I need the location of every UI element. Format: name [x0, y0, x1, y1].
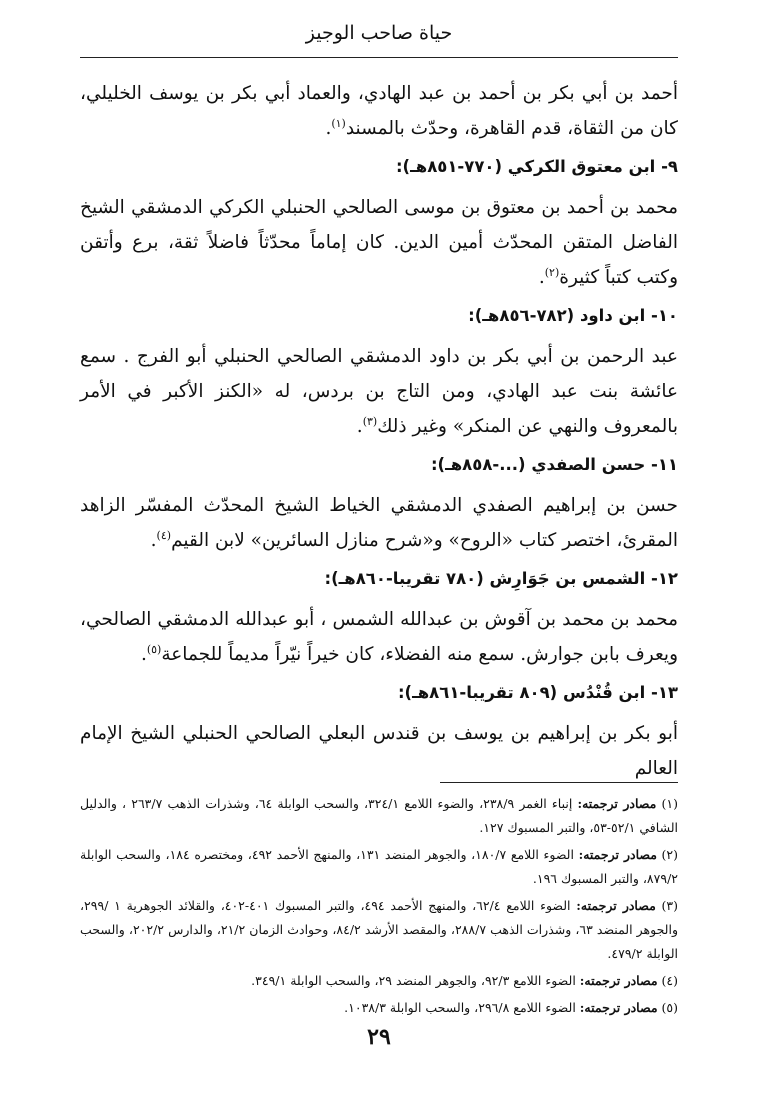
running-header: حياة صاحب الوجيز: [305, 22, 453, 44]
footnote-2: (٢) مصادر ترجمته: الضوء اللامع ١٨٠/٧، والجوهر المنضد ١٣١، والمنهج الأحمد ٤٩٢، ومختصره ١٨٤، والسحب الوابلة ٨٧٩/٢، والتبر المسبوك ١٩٦.: [80, 847, 679, 886]
footnote-4: (٤) مصادر ترجمته: الضوء اللامع ٩٢/٣، والجوهر المنضد ٢٩، والسحب الوابلة ٣٤٩/١.: [251, 973, 678, 988]
footnotes: [80, 792, 678, 1023]
entry-heading-12: ١٢- الشمس بن جَوَارِش (٧٨٠ تقريبا-٨٦٠هـ):: [324, 569, 678, 588]
entry-heading-10: ١٠- ابن داود (٧٨٢-٨٥٦هـ):: [468, 306, 678, 325]
footnote-ref: (٢): [544, 265, 560, 279]
footnote-5: (٥) مصادر ترجمته: الضوء اللامع ٢٩٦/٨، والسحب الوابلة ١٠٣٨/٣.: [344, 1000, 678, 1015]
entry-text-10: عبد الرحمن بن أبي بكر بن داود الدمشقي الصالحي الحنبلي أبو الفرج . سمع عائشة بنت عبد الهادي، ومن التاج بن بردس، له «الكنز الأكبر في الأمر بالمعروف والنهي عن المنكر» وغير ذلك$^{(٣)}$.: [80, 346, 678, 437]
entry-text-12: محمد بن محمد بن آقوش بن عبدالله الشمس ، أبو عبدالله الدمشقي الصالحي، ويعرف بابن جوارش. سمع منه الفضلاء، كان خيراً نيّراً مديماً للجماعة$^{(٥)}$.: [80, 609, 678, 665]
footnote-ref: (٥): [146, 642, 162, 656]
main-text: [80, 76, 678, 792]
entry-text-13: أبو بكر بن إبراهيم بن يوسف بن قندس البعلي الصالحي الحنبلي الشيخ الإمام العالم: [80, 723, 678, 779]
intro-paragraph: أحمد بن أبي بكر بن أحمد بن عبد الهادي، والعماد أبي بكر بن يوسف الخليلي، كان من الثقاة، قدم القاهرة، وحدّث بالمسند$^{(١)}$.: [80, 83, 678, 139]
entry-heading-13: ١٣- ابن قُنْدُس (٨٠٩ تقريبا-٨٦١هـ):: [397, 683, 678, 702]
footnote-ref: (٤): [156, 528, 172, 542]
entry-text-9: محمد بن أحمد بن معتوق بن موسى الصالحي الحنبلي الكركي الدمشقي الشيخ الفاضل المتقن المحدّث أمين الدين. كان إماماً محدّثاً فاضلاً ثقة، برع وأتقن وكتب كتباً كثيرة$^{(٢)}$.: [80, 197, 678, 288]
header-divider: [80, 57, 678, 58]
entry-text-11: حسن بن إبراهيم الصفدي الدمشقي الخياط الشيخ المحدّث المفسّر الزاهد المقرئ، اختصر كتاب «الروح» و«شرح منازل السائرين» لابن القيم$^{(٤)}$.: [80, 495, 678, 551]
footnote-divider: [440, 782, 678, 783]
footnote-1: (١) مصادر ترجمته: إنباء الغمر ٢٣٨/٩، والضوء اللامع ٣٢٤/١، والسحب الوابلة ٦٤، وشذرات الذهب ٢٦٣/٧ ، والدليل الشافي ٥٢/١-٥٣، والتبر المسبوك ١٢٧.: [80, 796, 678, 835]
footnote-ref: (٣): [362, 414, 378, 428]
footnote-ref: (١): [331, 116, 346, 130]
page-number: ٢٩: [367, 1024, 391, 1050]
entry-heading-9: ٩- ابن معتوق الكركي (٧٧٠-٨٥١هـ):: [395, 157, 678, 176]
footnote-3: (٣) مصادر ترجمته: الضوء اللامع ٦٢/٤، والمنهج الأحمد ٤٩٤، والتبر المسبوك ٤٠١-٤٠٢، والقلائد الجوهرية ١ /٢٩٩، والجوهر المنضد ٦٣، وشذرات الذهب ٢٨٨/٧، والمقصد الأرشد ٨٤/٢، وحوادث الزمان ٢١/٢، والدارس ٢٠٢/٢، والسحب الوابلة ٤٧٩/٢.: [80, 898, 679, 961]
entry-heading-11: ١١- حسن الصفدي (...-٨٥٨هـ):: [430, 455, 678, 474]
